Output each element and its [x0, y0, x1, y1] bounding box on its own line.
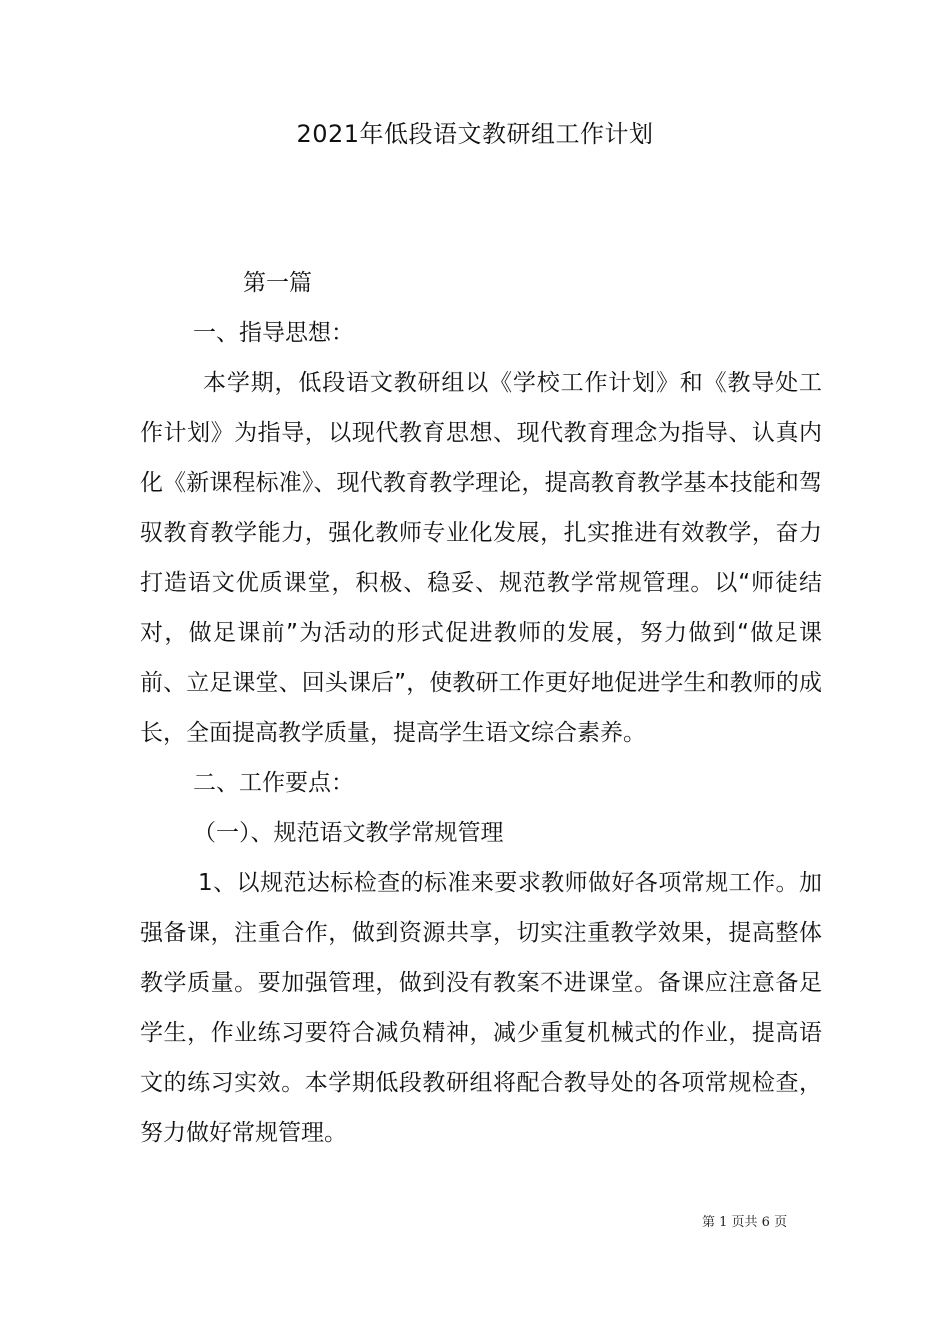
section-label: 第一篇 — [243, 270, 312, 296]
heading-work-points: 二、工作要点： — [193, 770, 354, 796]
page-indicator: 第 1 页共 6 页 — [702, 1215, 788, 1230]
document-title: 2021年低段语文教研组工作计划 — [296, 120, 654, 148]
document-body — [140, 258, 822, 1158]
paragraph-routine-management: 1、以规范达标检查的标准来要求教师做好各项常规工作。加强备课，注重合作，做到资源共享，切实注重教学效果，提高整体教学质量。要加强管理，做到没有教案不进课堂。备课应注意备足学生，作业练习要符合减负精神，减少重复机械式的作业，提高语文的练习实效。本学期低段教研组将配合教导处的各项常规检查，努力做好常规管理。 — [140, 870, 822, 1146]
paragraph-guiding-ideology: 本学期，低段语文教研组以《学校工作计划》和《教导处工作计划》为指导，以现代教育思想、现代教育理念为指导、认真内化《新课程标准》、现代教育教学理论，提高教育教学基本技能和驾驭教育教学能力，强化教师专业化发展，扎实推进有效教学，奋力打造语文优质课堂，积极、稳妥、规范教学常规管理。以“师徒结对，做足课前”为活动的形式促进教师的发展，努力做到“做足课前、立足课堂、回头课后”，使教研工作更好地促进学生和教师的成长，全面提高教学质量，提高学生语文综合素养。 — [140, 370, 822, 746]
heading-guiding-ideology: 一、指导思想： — [193, 320, 354, 346]
subheading-routine-management: （一）、规范语文教学常规管理 — [193, 820, 504, 846]
